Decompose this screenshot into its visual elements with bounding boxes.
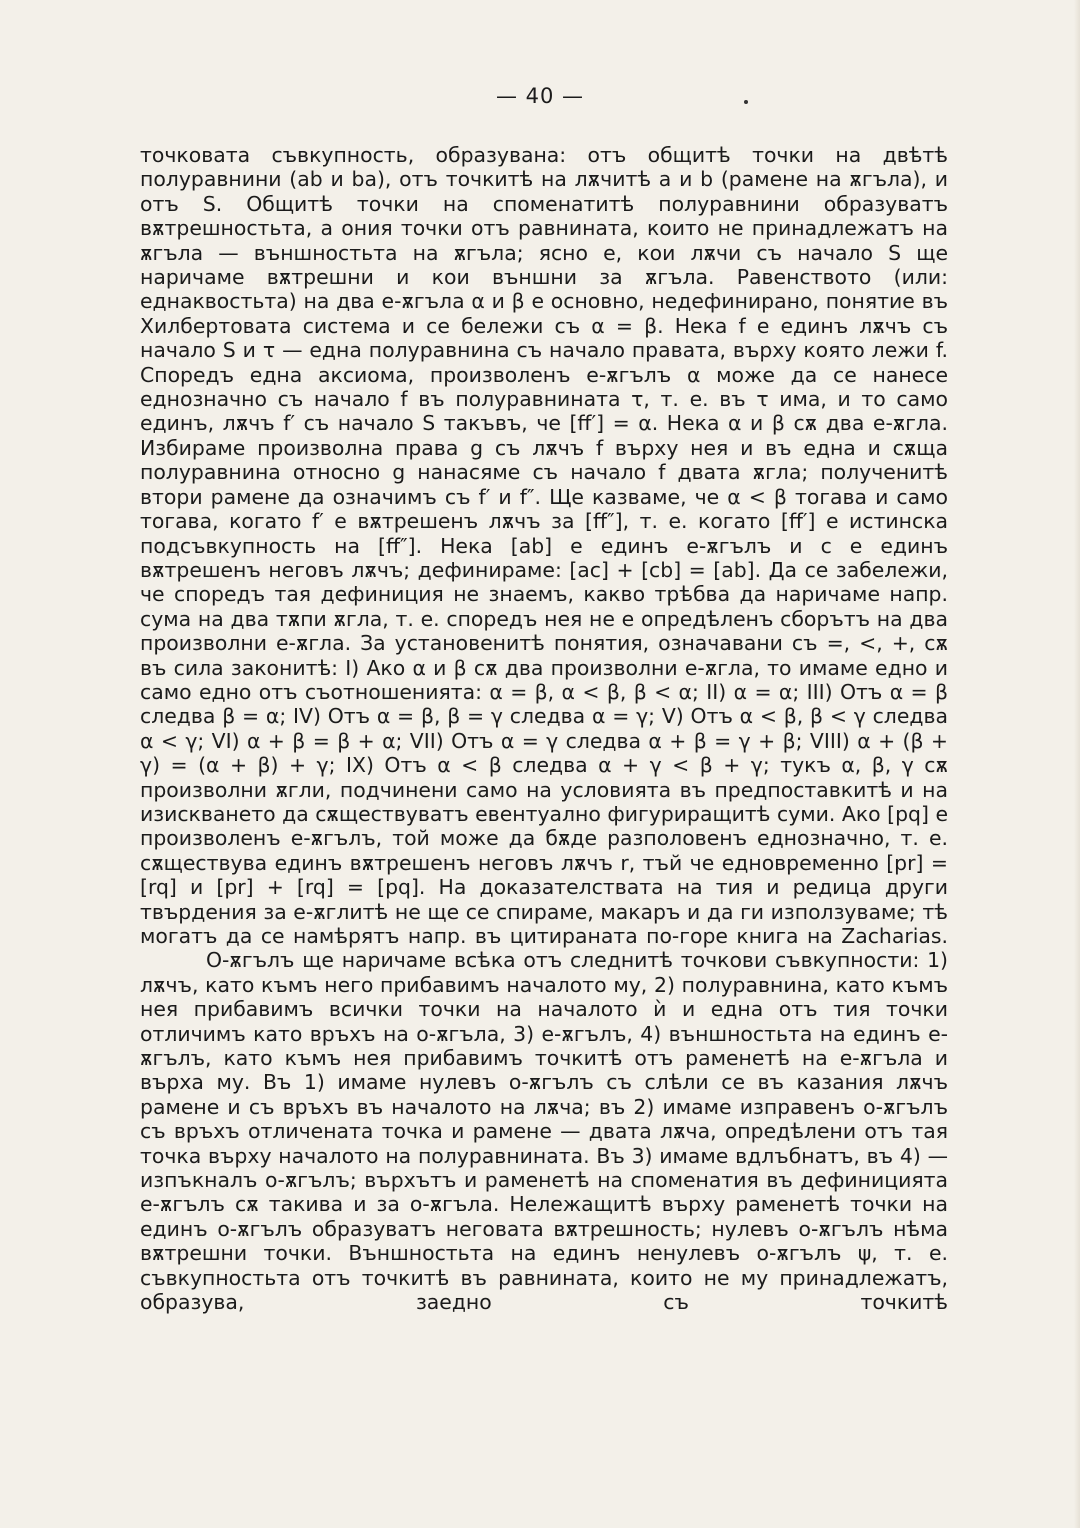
body-text: [140, 143, 948, 1315]
paragraph-1: точковата съвкупность, образувана: отъ общитѣ точки на двѣтѣ полуравнини (ab и ba), отъ точкитѣ на лѫчитѣ a и b (рамене на ѫгъла), и отъ S. Общитѣ точки на споменатитѣ полуравнини образуватъ вѫтрешностьта, а ония точки отъ равнината, които не принадлежатъ на ѫгъла — външностьта на ѫгъла; ясно е, кои лѫчи съ начало S ще наричаме вѫтрешни и кои външни за ѫгъла. Равенството (или: еднаквостьта) на два е-ѫгъла α и β е основно, недефинирано, понятие въ Хилбертовата система и се бележи съ α = β. Нека f е единъ лѫчъ съ начало S и τ — една полуравнина съ начало правата, върху която лежи f. Споредъ една аксиома, произволенъ е-ѫгълъ α може да се нанесе еднозначно съ начало f въ полуравнината τ, т. е. въ τ има, и то само единъ, лѫчъ f′ съ начало S такъвъ, че [ff′] = α. Нека α и β сѫ два е-ѫгла. Избираме произволна права g съ лѫчъ f върху нея и въ една и сѫща полуравнина относно g нанасяме съ начало f двата ѫгла; полученитѣ втори рамене да означимъ съ f′ и f″. Ще казваме, че α < β тогава и само тогава, когато f′ е вѫтрешенъ лѫчъ за [ff″], т. е. когато [ff′] е истинска подсъвкупность на [ff″]. Нека [ab] е единъ е-ѫгълъ и c е единъ вѫтрешенъ неговъ лѫчъ; дефинираме: [ac] + [cb] = [ab]. Да се забележи, че споредъ тая дефиниция не знаемъ, какво трѣбва да наричаме напр. сума на два тѫпи ѫгла, т. е. споредъ нея не е опредѣленъ сборътъ на два произволни е-ѫгла. За установенитѣ понятия, означавани съ =, <, +, сѫ въ сила законитѣ: I) Ако α и β сѫ два произволни е-ѫгла, то имаме едно и само едно отъ съотношенията: α = β, α < β, β < α; II) α = α; III) Отъ α = β следва β = α; IV) Отъ α = β, β = γ следва α = γ; V) Отъ α < β, β < γ следва α < γ; VI) α + β = β + α; VII) Отъ α = γ следва α + β = γ + β; VIII) α + (β + γ) = (α + β) + γ; IX) Отъ α < β следва α + γ < β + γ; тукъ α, β, γ сѫ произволни ѫгли, подчинени само на условията въ предпоставкитѣ и на изискването да сѫществуватъ евентуално фигуриращитѣ суми. Ако [pq] е произволенъ е-ѫгълъ, той може да бѫде разполовенъ еднозначно, т. е. сѫществува единъ вѫтрешенъ неговъ лѫчъ r, тъй че едновременно [pr] = [rq] и [pr] + [rq] = [pq]. На доказателствата на тия и редица други твърдения за е-ѫглитѣ не ще се спираме, макаръ и да ги използуваме; тѣ могатъ да се намѣрятъ напр. въ цитираната по-горе книга на Zacharias.: [140, 143, 948, 948]
page-edge: [1074, 0, 1080, 1528]
ink-dot: [744, 100, 748, 104]
paragraph-2: О-ѫгълъ ще наричаме всѣка отъ следнитѣ точкови съвкупности: 1) лѫчъ, като къмъ него прибавимъ началото му, 2) полуравнина, като къмъ нея прибавимъ всички точки на началото ѝ и една отъ тия точки отличимъ като връхъ на о-ѫгъла, 3) е-ѫгълъ, 4) външностьта на единъ е-ѫгълъ, като къмъ нея прибавимъ точкитѣ отъ раменетѣ на е-ѫгъла и върха му. Въ 1) имаме нулевъ о-ѫгълъ съ слѣли се въ казания лѫчъ рамене и съ връхъ въ началото на лѫча; въ 2) имаме изправенъ о-ѫгълъ съ връхъ отличената точка и рамене — двата лѫча, опредѣлени отъ тая точка върху началото на полуравнината. Въ 3) имаме вдлъбнатъ, въ 4) — изпъкналъ о-ѫгълъ; върхътъ и раменетѣ на споменатия въ дефиницията е-ѫгълъ сѫ такива и за о-ѫгъла. Нележащитѣ върху раменетѣ точки на единъ о-ѫгълъ образуватъ неговата вѫтрешность; нулевъ о-ѫгълъ нѣма вѫтрешни точки. Външностьта на единъ ненулевъ о-ѫгълъ ψ, т. е. съвкупностьта отъ точкитѣ въ равнината, които не му принадлежатъ, образува, заедно съ точкитѣ: [140, 948, 948, 1315]
page-number: — 40 —: [495, 84, 585, 108]
